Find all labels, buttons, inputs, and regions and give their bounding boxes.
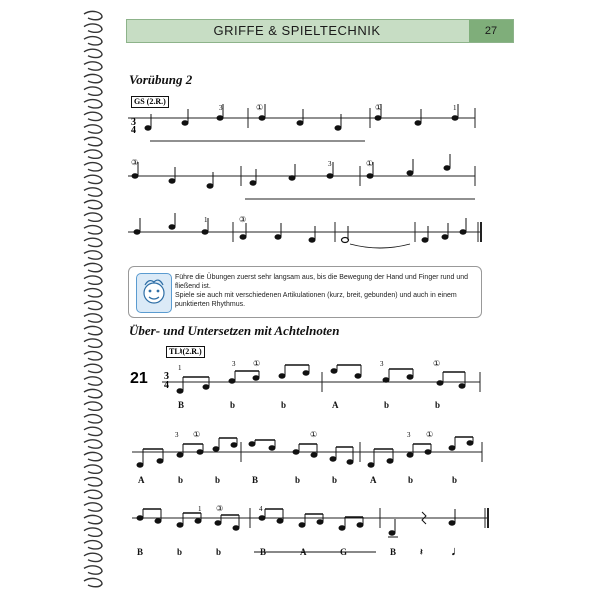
note-letter: b [216,547,222,557]
note-symbol: 𝅘𝅥 [452,547,455,557]
note-letter: B [260,547,267,557]
note-letter: B [137,547,144,557]
note-letter: b [332,475,338,485]
staff-row-5 [132,430,482,467]
note-letter: A [332,400,339,410]
note-letter: b [435,400,441,410]
position-label-tl: TL♮(2.R.) [166,346,205,358]
svg-text:3: 3 [380,360,384,368]
staff-row-2 [128,154,475,199]
staff-row-6 [132,504,488,552]
svg-text:①: ① [426,430,434,439]
svg-text:①: ① [256,103,264,112]
svg-text:3: 3 [164,371,169,382]
svg-text:3: 3 [328,160,332,168]
section-title-vorubung: Vorübung 2 [129,72,193,87]
svg-text:3: 3 [407,431,411,439]
hint-text-line-1: Führe die Übungen zuerst sehr langsam aus, bis die Bewegung der Hand und Finger rund und fließend ist. [175,274,469,290]
page-number: 27 [469,20,513,42]
staff-row-4 [162,359,480,393]
note-letter: G [340,547,348,557]
header-title: GRIFFE & SPIELTECHNIK [213,23,381,38]
staff-row-3 [128,213,481,248]
svg-text:3: 3 [219,104,223,112]
svg-text:1: 1 [453,104,457,112]
svg-text:①: ① [253,359,261,368]
position-label-gs: GS (2.R.) [131,96,169,108]
svg-text:①: ① [310,430,318,439]
note-letter: B [390,547,397,557]
svg-text:1: 1 [178,364,182,372]
note-letter: b [281,400,287,410]
note-letter: b [215,475,221,485]
svg-text:①: ① [366,159,374,168]
note-letter: A [300,547,307,557]
svg-text:3: 3 [232,360,236,368]
svg-text:③: ③ [131,158,139,167]
note-letter: A [138,475,145,485]
exercise-number: 21 [130,370,148,387]
section-title-uebersetzen: Über- und Untersetzen mit Achtelnoten [129,323,340,338]
svg-text:1: 1 [204,216,208,224]
cartoon-face-icon [136,273,172,313]
note-letter: b [230,400,236,410]
note-letter: B [178,400,185,410]
svg-text:①: ① [375,103,383,112]
note-letter: b [177,547,183,557]
rest-symbol: 𝄽 [420,547,423,557]
note-letter: b [178,475,184,485]
note-letter: A [370,475,377,485]
hint-box [128,266,482,318]
note-letter: B [252,475,259,485]
svg-text:4: 4 [131,125,136,136]
svg-text:4: 4 [259,505,263,513]
note-letter: b [295,475,301,485]
svg-text:3: 3 [175,431,179,439]
note-letter: b [452,475,458,485]
svg-text:③: ③ [239,215,247,224]
hint-text [175,273,475,309]
svg-text:3: 3 [131,117,136,128]
svg-text:4: 4 [164,380,169,391]
svg-text:1: 1 [198,505,202,513]
note-letter: b [384,400,390,410]
hint-text-line-2: Spiele sie auch mit verschiedenen Artikulationen (kurz, breit, gebunden) und auch in einem punktierten Rhythmus. [175,292,457,308]
note-letter: b [408,475,414,485]
svg-text:①: ① [433,359,441,368]
staff-row-1 [128,103,475,141]
svg-text:③: ③ [216,504,224,513]
svg-text:①: ① [193,430,201,439]
